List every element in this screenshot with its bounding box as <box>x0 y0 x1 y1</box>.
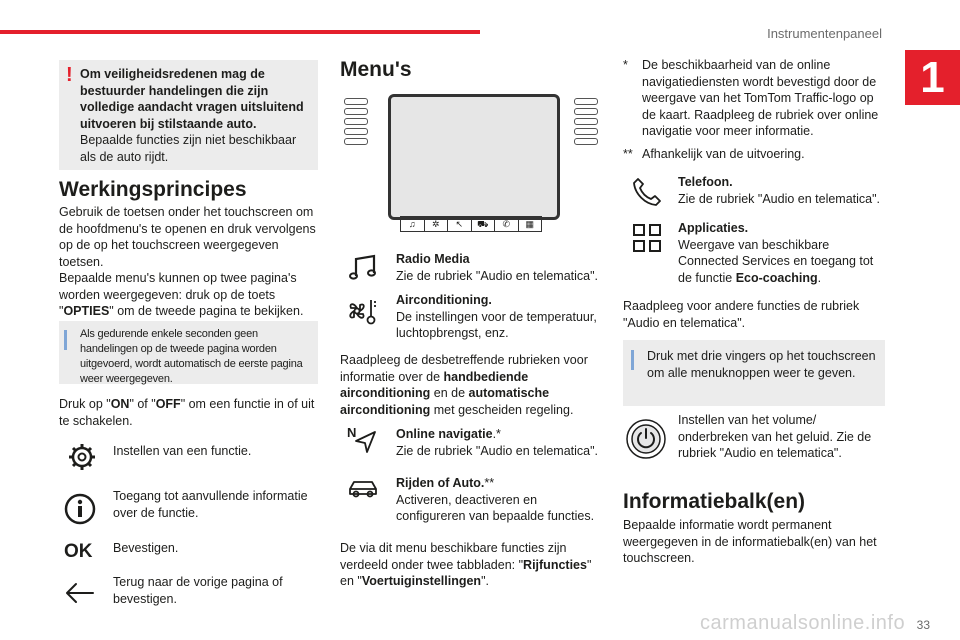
volume-item: Instellen van het volume/ onderbreken van het geluid. Zie de rubriek "Audio en telematica". <box>678 413 872 460</box>
page-number: 33 <box>916 618 930 632</box>
ok-icon: OK <box>64 541 93 562</box>
footnote1-mark: * <box>623 58 628 72</box>
car-title: Rijden of Auto. <box>396 476 485 490</box>
gear-icon <box>65 440 99 474</box>
header-red-bar <box>0 30 480 34</box>
info-description: Toegang tot aanvullende informatie over de functie. <box>113 489 308 520</box>
touchscreen-button-row <box>400 216 542 232</box>
back-description: Terug naar de vorige pagina of bevestigen. <box>113 575 283 606</box>
car-icon: ⛟ <box>471 216 495 232</box>
phone-title: Telefoon. <box>678 175 733 189</box>
phone-icon: ✆ <box>494 216 518 232</box>
navigation-arrow-icon: ↖ <box>447 216 471 232</box>
warning-bold-text: Om veiligheidsredenen mag de bestuurder handelingen die zijn volledige aandacht vragen uitsluitend uitvoeren bij stilstaande auto. <box>80 67 304 131</box>
ok-description: Bevestigen. <box>113 541 179 555</box>
navigation-item: Online navigatie.* Zie de rubriek "Audio en telematica". <box>396 427 599 458</box>
touchscreen-display <box>388 94 560 220</box>
airco-paragraph: Raadpleeg de desbetreffende rubrieken voor informatie over de handbediende airconditioning en de automatische airconditioning met gescheiden regeling. <box>340 353 588 417</box>
apps-item: Applicaties. Weergave van beschikbare Connected Services en toegang tot de functie Eco-coaching. <box>678 221 874 285</box>
info-marker-icon <box>64 330 67 350</box>
music-note-icon: ♫ <box>400 216 424 232</box>
gear-description: Instellen van een functie. <box>113 444 252 458</box>
music-note-icon <box>346 250 380 284</box>
airconditioning-icon <box>345 294 379 328</box>
svg-text:N: N <box>347 425 357 440</box>
werking-paragraph: Gebruik de toetsen onder het touchscreen om de hoofdmenu's te openen en druk vervolgens op de op het touchscreen weergegeven toetsen. Bepaalde menu's kunnen op twee pagina's worden weergegeven: druk op de toets "OPTIES" om de tweede pagina te bekijken. <box>59 205 316 318</box>
radio-media-item: Radio Media Zie de rubriek "Audio en telematica". <box>396 252 599 283</box>
warning-note: Bepaalde functies zijn niet beschikbaar als de auto rijdt. <box>80 133 297 164</box>
car-item: Rijden of Auto.** Activeren, deactiveren en configureren van bepaalde functies. <box>396 476 595 523</box>
heading-informatiebalk: Informatiebalk(en) <box>623 490 806 513</box>
footnote1-text: De beschikbaarheid van de online navigatiediensten wordt bevestigd door de weergave van het TomTom Traffic-logo op de kaart. Raadpleeg de rubriek over online navigatie voor meer informatie. <box>642 58 879 138</box>
on-label: ON <box>110 397 130 411</box>
opties-label: OPTIES <box>63 304 110 318</box>
navigation-icon <box>346 423 380 457</box>
warning-text <box>80 66 310 165</box>
touchscreen-illustration <box>340 88 602 238</box>
tabs-paragraph: De via dit menu beschikbare functies zijn verdeeld onder twee tabbladen: "Rijfuncties" en "Voertuiginstellingen". <box>340 541 592 588</box>
werking-p1: Gebruik de toetsen onder het touchscreen om de hoofdmenu's te openen en druk vervolgens op de op het touchscreen weergegeven toetsen. <box>59 205 316 269</box>
apps-title: Applicaties. <box>678 221 749 235</box>
info-icon <box>63 492 97 526</box>
info-marker-icon <box>631 350 634 370</box>
off-label: OFF <box>155 397 181 411</box>
warning-icon: ! <box>66 64 73 86</box>
phone-icon <box>630 175 664 209</box>
radio-media-title: Radio Media <box>396 252 470 266</box>
airconditioning-title: Airconditioning. <box>396 293 492 307</box>
apps-icon: ▦ <box>518 216 543 232</box>
info-text: Als gedurende enkele seconden geen handelingen op de tweede pagina worden uitgevoerd, wordt automatisch de eerste pagina weer weergegeven. <box>80 328 303 385</box>
heading-werkingsprincipes: Werkingsprincipes <box>59 178 247 201</box>
car-icon <box>346 472 380 506</box>
phone-item: Telefoon. Zie de rubriek "Audio en telematica". <box>678 175 881 206</box>
info-text-2: Druk met drie vingers op het touchscreen om alle menuknoppen weer te geven. <box>647 349 876 380</box>
informatiebalk-paragraph: Bepaalde informatie wordt permanent weergegeven in de informatiebalk(en) van het touchscreen. <box>623 518 877 565</box>
watermark: carmanualsonline.info <box>700 612 906 634</box>
fan-icon: ✲ <box>424 216 448 232</box>
navigation-title: Online navigatie <box>396 427 493 441</box>
apps-icon <box>630 221 664 255</box>
airconditioning-item: Airconditioning. De instellingen voor de temperatuur, luchtopbrengst, enz. <box>396 293 597 340</box>
chapter-number: 1 <box>905 50 960 105</box>
onoff-paragraph: Druk op "ON" of "OFF" om een functie in of uit te schakelen. <box>59 397 315 428</box>
heading-menus: Menu's <box>340 58 412 81</box>
back-arrow-icon <box>63 576 97 610</box>
more-functions-paragraph: Raadpleeg voor andere functies de rubriek "Audio en telematica". <box>623 299 860 330</box>
footnote2-text: Afhankelijk van de uitvoering. <box>642 147 805 161</box>
section-title: Instrumentenpaneel <box>767 26 882 41</box>
footnote2-mark: ** <box>623 147 633 161</box>
power-button-icon <box>625 418 667 460</box>
